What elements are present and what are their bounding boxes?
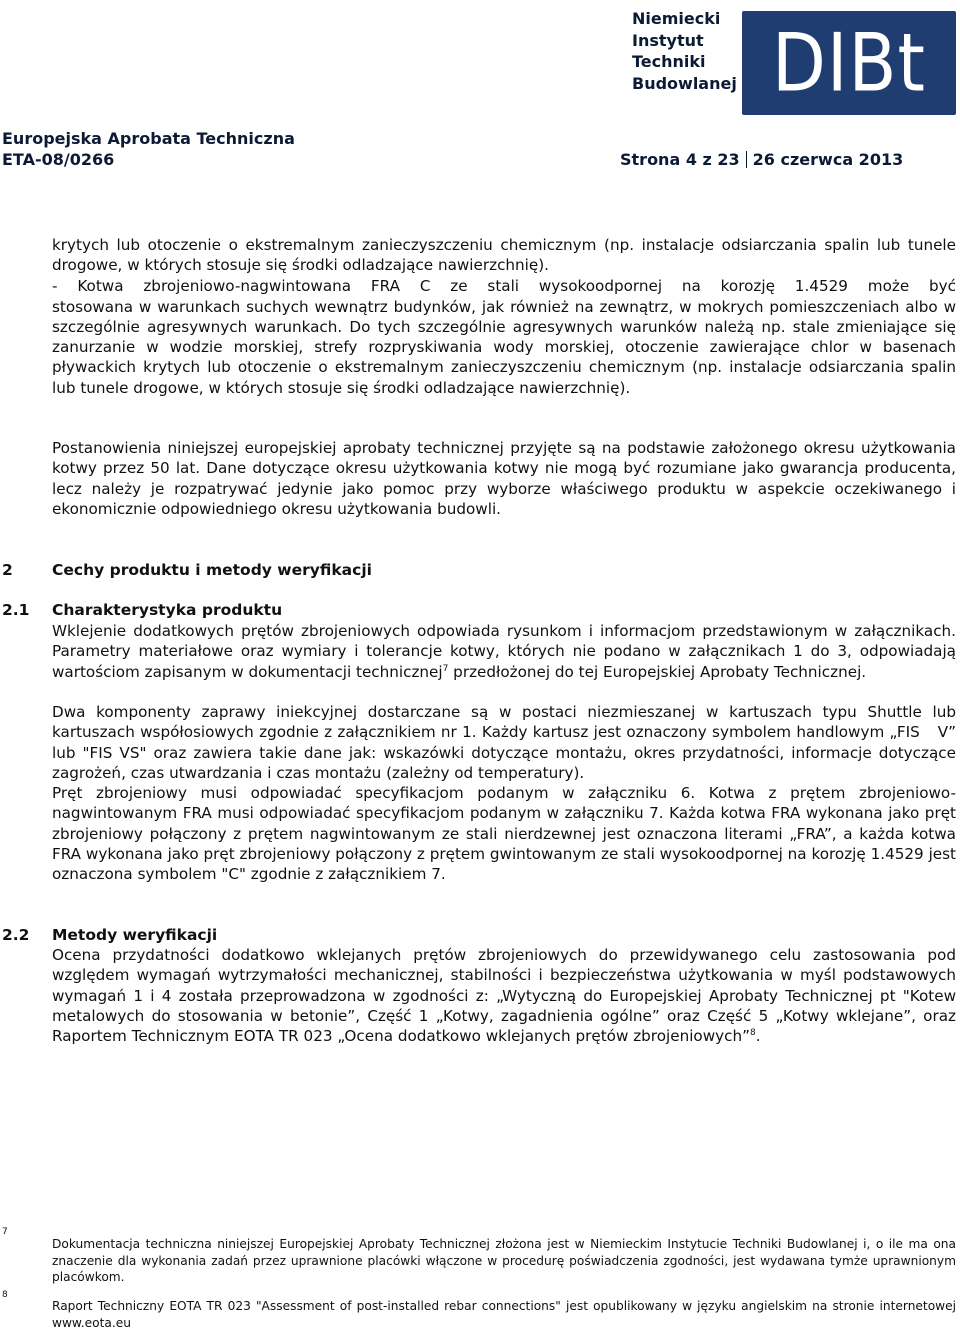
paragraph-2-1-a [52, 621, 956, 682]
institute-name [632, 8, 737, 94]
footnote-ref-7: 7 [442, 663, 449, 674]
document-title [2, 128, 295, 170]
bullet-fra-c-line: - Kotwa zbrojeniowo-nagwintowana FRA C ze stali wysokoodpornej na korozję 1.4529 może być [52, 277, 956, 295]
section-2-2-title: Metody weryfikacji [52, 926, 218, 944]
text: . [755, 1027, 761, 1046]
section-2-1-title: Charakterystyka produktu [52, 601, 283, 619]
page-info [620, 149, 903, 170]
dibt-logo [742, 11, 956, 115]
footnote-8-text: Raport Techniczny EOTA TR 023 "Assessment of post-installed rebar connections" jest opublikowany w języku angielskim na stronie internetowej www.eota.eu [52, 1299, 956, 1330]
institute-line: Instytut [632, 30, 704, 50]
bullet-fra-c-text: stosowana w warunkach suchych wewnątrz budynków, jak również na zewnątrz, w mokrych pomieszczeniach albo w szczególnie agresywnych warunkach. Do tych szczególnie agresywnych warunków należą np. stale zmieniające się zanurzanie w wodzie morskiej, strefy rozpryskiwania wody morskiej, otoczenie zawierające chlor w basenach pływackich krytych lub otoczenie o ekstremalnym zanieczyszczeniu chemicznym (np. instalacje odsiarczania spalin lub tunele drogowe, w których stosuje się środki odladzające nawierzchnię). [52, 297, 956, 397]
section-2-1-number: 2.1 [2, 601, 30, 619]
text: Ocena przydatności dodatkowo wklejanych prętów zbrojeniowych do przewidywanego celu zastosowania pod względem wymagań wytrzymałości mechanicznej, stabilności i bezpieczeństwa użytkowania w myśl podstawowych wymagań 1 i 4 została przeprowadzona w zgodności z: „Wytyczną do Europejskiej Aprobaty Technicznej pt "Kotew metalowych do stosowania w betonie”, Część 1 „Kotwy, zagadnienia ogólne” oraz Część 5 „Kotwy wklejane”, oraz Raportem Technicznym EOTA TR 023 „Ocena dodatkowo wklejanych prętów zbrojeniowych” [52, 946, 956, 1046]
footnote-ref-8: 8 [749, 1028, 756, 1039]
section-2-2-number: 2.2 [2, 926, 30, 944]
title-line-2: ETA-08/0266 [2, 150, 115, 169]
institute-line: Techniki [632, 52, 706, 71]
paragraph-2-1-c: Pręt zbrojeniowy musi odpowiadać specyfikacjom podanym w załączniku 6. Kotwa z prętem zbrojeniowo-nagwintowanym FRA musi odpowiadać specyfikacjom podanym w załączniku 7. Każda kotwa FRA wykonana jako pręt zbrojeniowy połączony z prętem nagwintowanym ze stali nierdzewnej jest oznaczona literami „FRA”, a każda kotwa FRA wykonana jako pręt zbrojeniowy połączony z prętem gwintowanym ze stali wysokoodpornej na korozję 1.4529 jest oznaczona symbolem "C" zgodnie z załącznikiem 7. [52, 784, 956, 884]
header-separator [746, 151, 747, 168]
text: przedłożonej do tej Europejskiej Aprobaty Technicznej. [448, 662, 867, 681]
paragraph-2-1-b [52, 702, 956, 783]
footnote-7-text: Dokumentacja techniczna niniejszej Europejskiej Aprobaty Technicznej złożona jest w Niemieckim Instytucie Techniki Budowlanej i, o ile ma ona znaczenie dla wykonania zadań przez uprawnione placówki włączone w procedurę poświadczenia zgodności, jest wydawana tymże uprawnionym placówkom. [52, 1237, 956, 1284]
document-date: 26 czerwca 2013 [752, 150, 904, 169]
page-number: Strona 4 z 23 [620, 150, 740, 169]
section-2-number: 2 [2, 561, 13, 579]
paragraph-2-2 [52, 945, 956, 1046]
title-line-1: Europejska Aprobata Techniczna [2, 129, 295, 148]
logo-text: DIBt [771, 15, 926, 111]
paragraph-continuation: krytych lub otoczenie o ekstremalnym zanieczyszczeniu chemicznym (np. instalacje odsiarczania spalin lub tunele drogowe, w których stosuje się środki odladzające nawierzchnię). [52, 236, 956, 275]
text: lub "FIS VS" oraz zawiera takie dane jak: wskazówki dotyczące montażu, okres przydatności, informacje dotyczące zagrożeń, czas utwardzania i czas montażu (zależny od temperatury). [52, 743, 956, 782]
text: Wklejenie dodatkowych prętów zbrojeniowych odpowiada rysunkom i informacjom przedstawionym w załącznikach. Parametry materiałowe oraz wymiary i tolerancje kotwy, których nie podano w załącznikach 1 do 3, odpowiadają wartościom zapisanym w dokumentacji technicznej [52, 622, 956, 681]
footnote-8-number: 8 [2, 1290, 8, 1300]
footnote-7-number: 7 [2, 1227, 8, 1237]
institute-line: Budowlanej [632, 73, 737, 93]
text: Dwa komponenty zaprawy iniekcyjnej dostarczane są w postaci niezmieszanej w kartuszach typu Shuttle lub kartuszach współosiowych zgodnie z załącznikiem nr 1. Każdy kartusz jest oznaczony symbolem handlowym „FIS [52, 703, 956, 742]
paragraph-service-life: Postanowienia niniejszej europejskiej aprobaty technicznej przyjęte są na podstawie założonego okresu użytkowania kotwy przez 50 lat. Dane dotyczące okresu użytkowania kotwy nie mogą być rozumiane jako gwarancja producenta, lecz należy je rozpatrywać jedynie jako pomoc przy wyborze właściwego produktu w aspekcie oczekiwanego i ekonomicznie odpowiedniego okresu użytkowania budowli. [52, 439, 956, 518]
section-2-title: Cechy produktu i metody weryfikacji [52, 561, 372, 579]
text: V” [937, 723, 956, 742]
institute-line: Niemiecki [632, 9, 721, 28]
